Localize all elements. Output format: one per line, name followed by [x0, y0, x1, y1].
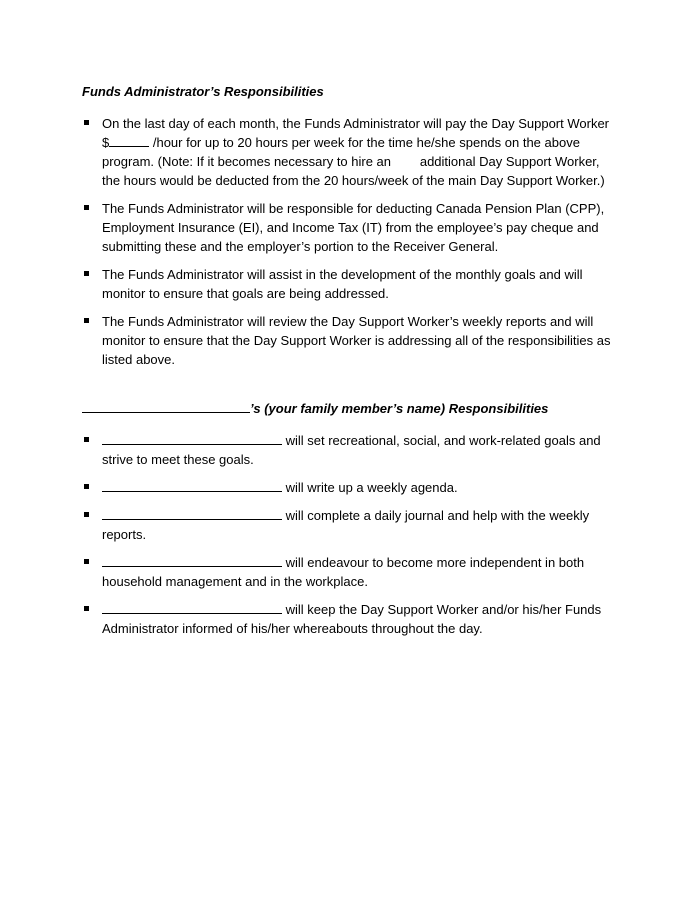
list-item [82, 312, 614, 369]
list-item-lead: On the last day of each month, the Funds Administrator will pay the Day Support Worker $ [102, 116, 613, 150]
square-bullet-icon [84, 512, 89, 517]
list-item-tail: will endeavour to become more independent in both household management and in the workplace. [102, 555, 588, 589]
list-item-text [102, 553, 614, 591]
section-heading-funds-administrator: Funds Administrator’s Responsibilities [82, 84, 324, 99]
bullet-list-funds-administrator [82, 114, 614, 369]
list-item-text: The Funds Administrator will be responsible for deducting Canada Pension Plan (CPP), Employment Insurance (EI), and Income Tax (IT) from the employee’s pay cheque and submitting these and the employer’s portion to the Receiver General. [102, 201, 608, 254]
list-item-text [102, 478, 614, 497]
square-bullet-icon [84, 271, 89, 276]
fill-in-blank[interactable] [102, 601, 282, 614]
list-item [82, 506, 614, 544]
fill-in-blank[interactable] [102, 554, 282, 567]
square-bullet-icon [84, 205, 89, 210]
list-item-tail: will complete a daily journal and help with the weekly reports. [102, 508, 593, 542]
section-spacer [82, 369, 614, 399]
list-item-text [102, 506, 614, 544]
fill-in-blank-family-member-name[interactable] [82, 400, 250, 413]
section-heading-family-member-label: ’s (your family member’s name) Responsibilities [250, 401, 549, 416]
list-item-tail: /hour for up to 20 hours per week for the time he/she spends on the above program. (Note: If it becomes necessary to hire an additional Day Support Worker, the hours would be deducted from the 20 hours/week of the main Day Support Worker.) [102, 135, 605, 188]
list-item-text [102, 431, 614, 469]
list-item [82, 265, 614, 303]
square-bullet-icon [84, 559, 89, 564]
list-item [82, 600, 614, 638]
section-heading-family-member [82, 399, 614, 418]
fill-in-blank[interactable] [102, 432, 282, 445]
square-bullet-icon [84, 606, 89, 611]
list-item [82, 114, 614, 190]
list-item-tail: will write up a weekly agenda. [282, 480, 458, 495]
list-item [82, 478, 614, 497]
fill-in-blank[interactable] [109, 134, 149, 147]
fill-in-blank[interactable] [102, 479, 282, 492]
list-item-text [102, 114, 614, 190]
list-item-text: The Funds Administrator will review the Day Support Worker’s weekly reports and will monitor to ensure that the Day Support Worker is addressing all of the responsibilities as listed above. [102, 314, 615, 367]
bullet-list-family-member [82, 431, 614, 638]
spacer [82, 101, 614, 114]
list-item-text: The Funds Administrator will assist in the development of the monthly goals and will monitor to ensure that goals are being addressed. [102, 267, 587, 301]
square-bullet-icon [84, 484, 89, 489]
list-item [82, 553, 614, 591]
spacer [82, 418, 614, 431]
list-item-tail: will keep the Day Support Worker and/or his/her Funds Administrator informed of his/her whereabouts throughout the day. [102, 602, 605, 636]
square-bullet-icon [84, 318, 89, 323]
list-item [82, 199, 614, 256]
fill-in-blank[interactable] [102, 507, 282, 520]
list-item-tail: will set recreational, social, and work-related goals and strive to meet these goals. [102, 433, 605, 467]
square-bullet-icon [84, 120, 89, 125]
square-bullet-icon [84, 437, 89, 442]
list-item [82, 431, 614, 469]
document-body [82, 82, 614, 638]
list-item-text [102, 600, 614, 638]
